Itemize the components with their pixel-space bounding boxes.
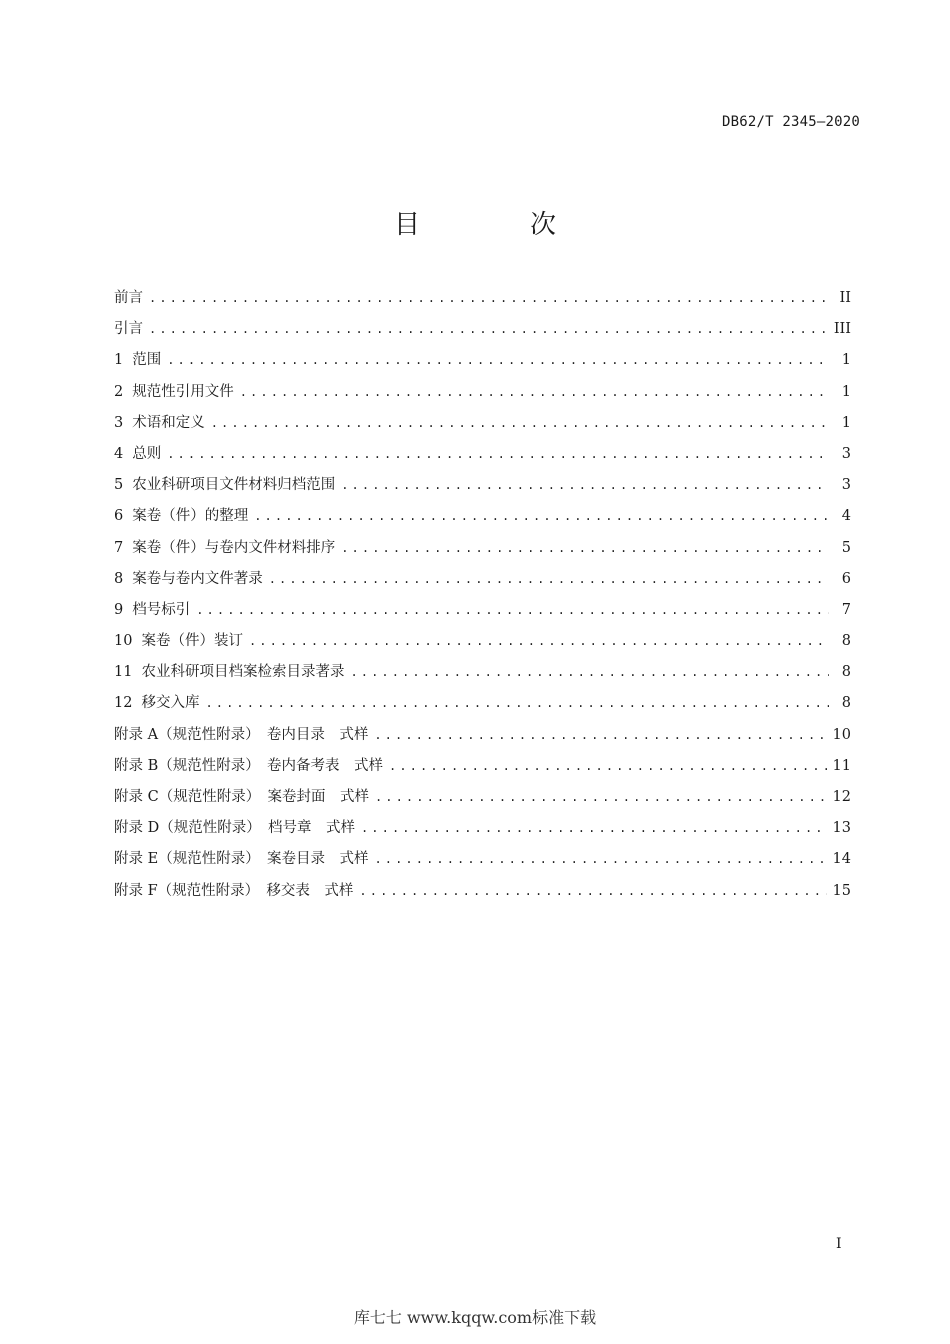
toc-entry-number: 3 xyxy=(114,414,124,431)
toc-entry[interactable] xyxy=(114,380,851,411)
toc-entry-text: 术语和定义 xyxy=(132,414,205,431)
toc-entry-page: II xyxy=(839,290,851,306)
toc-entry[interactable] xyxy=(114,442,851,473)
toc-entry-page: 6 xyxy=(841,570,851,587)
toc-entry-label xyxy=(114,660,344,684)
toc-entry-page: 14 xyxy=(832,851,851,868)
toc-entry-page: 3 xyxy=(841,477,851,494)
toc-entry[interactable] xyxy=(114,816,851,847)
toc-entry-page: 13 xyxy=(832,820,851,837)
dot-leader xyxy=(359,879,826,903)
toc-entry-number: 5 xyxy=(114,477,124,494)
toc-entry-page: 1 xyxy=(841,383,851,400)
toc-entry-page: 8 xyxy=(841,664,851,681)
toc-entry-page: 1 xyxy=(841,414,851,431)
toc-entry-text: 附录 F（规范性附录） 移交表 式样 xyxy=(114,882,354,899)
toc-entry-number: 6 xyxy=(114,508,124,525)
toc-entry-label xyxy=(114,348,161,372)
dot-leader xyxy=(361,816,827,840)
toc-entry-number: 7 xyxy=(114,539,124,556)
toc-entry-number: 8 xyxy=(114,570,124,587)
toc-entry-text: 案卷（件）与卷内文件材料排序 xyxy=(132,539,336,556)
dot-leader xyxy=(341,536,829,560)
dot-leader xyxy=(149,286,829,310)
toc-entry-text: 范围 xyxy=(132,352,162,369)
toc-entry-label xyxy=(114,785,369,809)
toc-entry-number: 12 xyxy=(114,695,133,712)
toc-entry[interactable] xyxy=(114,348,851,379)
toc-entry-number: 1 xyxy=(114,352,124,369)
toc-entry-text: 档号标引 xyxy=(132,601,191,618)
toc-entry-page: 1 xyxy=(841,352,851,369)
dot-leader xyxy=(341,473,829,497)
dot-leader xyxy=(149,317,828,341)
toc-entry-label xyxy=(114,629,243,653)
toc-entry-number: 9 xyxy=(114,601,124,618)
toc-entry[interactable] xyxy=(114,785,851,816)
toc-entry-page: III xyxy=(833,321,851,338)
dot-leader xyxy=(374,847,826,871)
toc-entry[interactable] xyxy=(114,629,851,660)
dot-leader xyxy=(350,660,829,684)
dot-leader xyxy=(374,723,826,747)
toc-entry-label xyxy=(114,504,248,528)
toc-entry-text: 案卷（件）装订 xyxy=(141,633,243,650)
toc-entry-text: 引言 xyxy=(114,321,143,338)
toc-entry-label xyxy=(114,847,368,871)
toc-entry-label xyxy=(114,536,335,560)
toc-entry-label xyxy=(114,879,353,903)
toc-entry-label xyxy=(114,754,383,778)
document-code: DB62/T 2345—2020 xyxy=(721,114,860,130)
toc-entry[interactable] xyxy=(114,286,851,317)
dot-leader xyxy=(196,598,829,622)
toc-entry-number: 10 xyxy=(114,633,133,650)
toc-entry-text: 总则 xyxy=(132,445,162,462)
toc-entry-text: 附录 A（规范性附录） 卷内目录 式样 xyxy=(114,726,369,743)
dot-leader xyxy=(375,785,827,809)
toc-entry-text: 农业科研项目档案检索目录著录 xyxy=(141,664,345,681)
dot-leader xyxy=(269,567,829,591)
dot-leader xyxy=(211,411,829,435)
dot-leader xyxy=(167,348,829,372)
table-of-contents xyxy=(114,286,851,910)
toc-entry[interactable] xyxy=(114,691,851,722)
dot-leader xyxy=(389,754,827,778)
dot-leader xyxy=(254,504,829,528)
toc-entry-number: 2 xyxy=(114,383,124,400)
dot-leader xyxy=(249,629,829,653)
toc-entry-page: 4 xyxy=(841,508,851,525)
toc-entry[interactable] xyxy=(114,536,851,567)
toc-entry-label xyxy=(114,442,161,466)
toc-entry-page: 11 xyxy=(832,757,851,774)
toc-entry-text: 附录 E（规范性附录） 案卷目录 式样 xyxy=(114,851,369,868)
toc-entry[interactable] xyxy=(114,598,851,629)
toc-entry-text: 案卷（件）的整理 xyxy=(132,508,249,525)
toc-entry[interactable] xyxy=(114,723,851,754)
toc-entry[interactable] xyxy=(114,879,851,910)
toc-entry[interactable] xyxy=(114,317,851,348)
toc-entry-text: 农业科研项目文件材料归档范围 xyxy=(132,477,336,494)
toc-entry-page: 10 xyxy=(832,726,851,743)
toc-title: 目 次 xyxy=(393,210,598,240)
toc-entry[interactable] xyxy=(114,660,851,691)
toc-entry-label xyxy=(114,317,143,341)
toc-entry-page: 12 xyxy=(832,789,851,805)
toc-entry-text: 案卷与卷内文件著录 xyxy=(132,570,263,587)
toc-entry[interactable] xyxy=(114,567,851,598)
dot-leader xyxy=(205,691,829,715)
toc-entry-label xyxy=(114,816,355,840)
dot-leader xyxy=(240,380,829,404)
toc-entry-label xyxy=(114,286,143,310)
toc-entry-page: 5 xyxy=(841,539,851,556)
footer-watermark: 库七七 www.kqqw.com标准下载 xyxy=(353,1308,597,1327)
toc-entry-text: 移交入库 xyxy=(141,695,200,712)
dot-leader xyxy=(167,442,829,466)
toc-entry-page: 7 xyxy=(841,601,851,618)
toc-entry-label xyxy=(114,411,205,435)
toc-entry-number: 4 xyxy=(114,445,124,462)
toc-entry[interactable] xyxy=(114,847,851,878)
toc-entry-page: 15 xyxy=(832,882,851,899)
toc-entry-text: 附录 C（规范性附录） 案卷封面 式样 xyxy=(114,789,369,805)
toc-entry[interactable] xyxy=(114,754,851,785)
toc-entry-text: 前言 xyxy=(114,290,143,306)
toc-entry-number: 11 xyxy=(114,664,133,681)
toc-entry[interactable] xyxy=(114,473,851,504)
toc-entry-text: 附录 D（规范性附录） 档号章 式样 xyxy=(114,820,355,837)
page-number: I xyxy=(836,1236,842,1252)
toc-entry-page: 8 xyxy=(841,695,851,712)
toc-entry-label xyxy=(114,380,234,404)
toc-entry-label xyxy=(114,567,263,591)
toc-entry-text: 规范性引用文件 xyxy=(132,383,234,400)
toc-entry-label xyxy=(114,691,199,715)
toc-entry-page: 8 xyxy=(841,633,851,650)
toc-entry[interactable] xyxy=(114,411,851,442)
toc-entry[interactable] xyxy=(114,504,851,535)
toc-entry-label xyxy=(114,723,368,747)
toc-entry-label xyxy=(114,473,335,497)
toc-entry-page: 3 xyxy=(841,445,851,462)
toc-entry-text: 附录 B（规范性附录） 卷内备考表 式样 xyxy=(114,757,384,774)
toc-entry-label xyxy=(114,598,190,622)
